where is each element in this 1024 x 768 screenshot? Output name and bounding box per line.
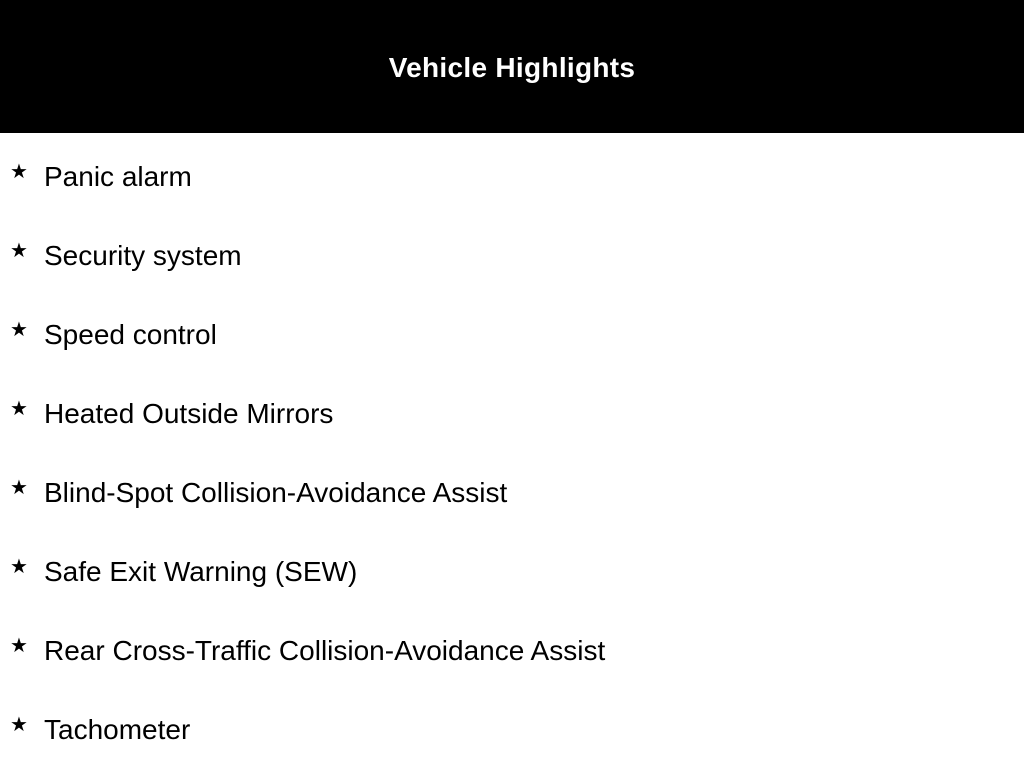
list-item — [0, 471, 1024, 511]
page-title: Vehicle Highlights — [388, 51, 636, 83]
list-item — [0, 629, 1024, 669]
highlight-label: Heated Outside Mirrors — [44, 398, 334, 429]
highlight-label: Rear Cross-Traffic Collision-Avoidance Assist — [44, 635, 606, 666]
highlight-label: Blind-Spot Collision-Avoidance Assist — [44, 477, 508, 508]
page-header — [0, 0, 1024, 133]
highlight-label: Panic alarm — [44, 161, 192, 192]
list-item — [0, 234, 1024, 274]
highlight-label: Safe Exit Warning (SEW) — [44, 556, 358, 587]
star-icon: ★ — [10, 554, 28, 578]
star-icon: ★ — [10, 475, 28, 499]
star-icon: ★ — [10, 159, 28, 183]
star-icon: ★ — [10, 633, 28, 657]
list-item — [0, 392, 1024, 432]
highlight-label: Speed control — [44, 319, 217, 350]
list-item — [0, 313, 1024, 353]
list-item — [0, 550, 1024, 590]
list-item — [0, 155, 1024, 195]
highlight-label: Tachometer — [44, 714, 191, 745]
highlight-label: Security system — [44, 240, 242, 271]
star-icon: ★ — [10, 317, 28, 341]
star-icon: ★ — [10, 238, 28, 262]
star-icon: ★ — [10, 396, 28, 420]
list-item — [0, 708, 1024, 748]
star-icon: ★ — [10, 712, 28, 736]
